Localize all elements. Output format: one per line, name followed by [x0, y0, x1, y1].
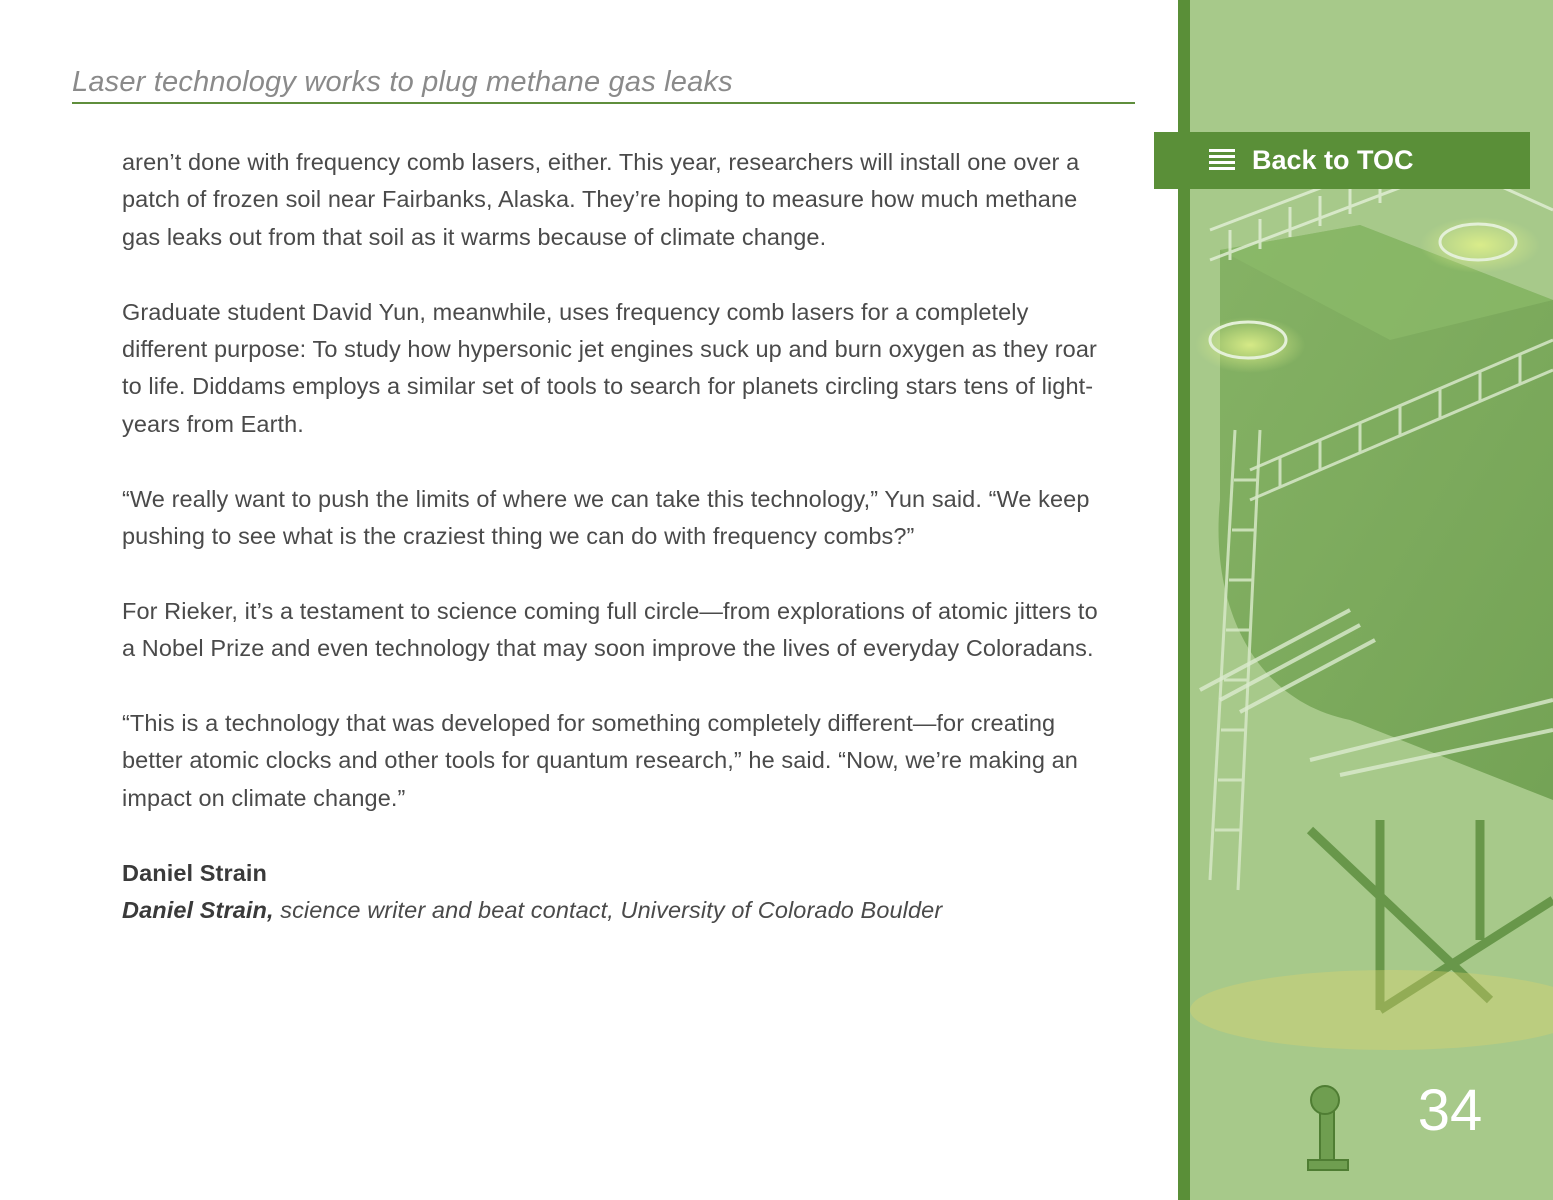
running-title: Laser technology works to plug methane gas leaks [72, 66, 733, 98]
paragraph: Graduate student David Yun, meanwhile, uses frequency comb lasers for a completely different purpose: To study how hypersonic jet engines suck up and burn oxygen as they roar to life. Diddams employs a similar set of tools to search for planets circling stars tens of light-years from Earth. [122, 298, 1097, 437]
author-bio-name: Daniel Strain, [122, 897, 274, 924]
list-icon [1209, 149, 1235, 176]
page-number: 34 [1417, 1078, 1483, 1143]
paragraph: aren’t done with frequency comb lasers, either. This year, researchers will install one over a patch of frozen soil near Fairbanks, Alaska. They’re hoping to measure how much methane gas leaks out from that soil as it warms because of climate change. [122, 149, 1080, 250]
valve [1308, 1086, 1348, 1170]
page-header [72, 64, 1135, 104]
ground-glow [1190, 970, 1553, 1050]
author-bio [122, 892, 1112, 929]
article-body [122, 144, 1112, 929]
author-bio-text: science writer and beat contact, University of Colorado Boulder [273, 897, 943, 924]
back-to-toc-button[interactable] [1154, 132, 1530, 189]
paragraph: For Rieker, it’s a testament to science coming full circle—from explorations of atomic jitters to a Nobel Prize and even technology that may soon improve the lives of everyday Coloradans. [122, 597, 1098, 662]
paragraph: “We really want to push the limits of where we can take this technology,” Yun said. “We keep pushing to see what is the craziest thing we can do with frequency combs?” [122, 485, 1090, 550]
back-to-toc-label: Back to TOC [1252, 145, 1414, 175]
paragraph: “This is a technology that was developed for something completely different—for creating better atomic clocks and other tools for quantum research,” he said. “Now, we’re making an impact on climate change.” [122, 710, 1078, 811]
author-name: Daniel Strain [122, 859, 267, 886]
